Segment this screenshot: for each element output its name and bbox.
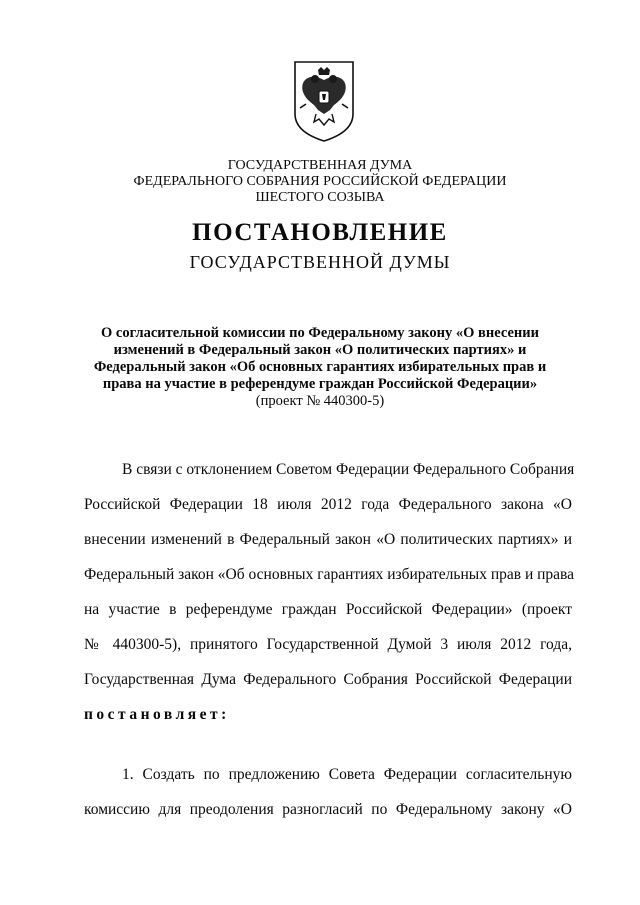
- subject-line-2: изменений в Федеральный закон «О политических партиях» и: [113, 342, 527, 358]
- document-title: ПОСТАНОВЛЕНИЕ: [192, 219, 448, 246]
- document-subtitle: ГОСУДАРСТВЕННОЙ ДУМЫ: [189, 252, 451, 272]
- header-line-1: ГОСУДАРСТВЕННАЯ ДУМА: [227, 158, 413, 173]
- preamble-line-7: Государственная Дума Федерального Собрания Российской Федерации: [84, 671, 572, 688]
- project-number: (проект № 440300-5): [255, 393, 385, 409]
- preamble-line-2: Российской Федерации 18 июля 2012 года Федерального закона «О: [84, 496, 572, 513]
- preamble-line-5: на участие в референдуме граждан Российской Федерации» (проект: [84, 601, 572, 618]
- decree-word: постановляет:: [84, 706, 230, 723]
- preamble-line-4: Федеральный закон «Об основных гарантиях избирательных прав и права: [84, 566, 575, 583]
- preamble-line-6: № 440300-5), принятого Государственной Думой 3 июля 2012 года,: [84, 636, 572, 653]
- header-line-3: ШЕСТОГО СОЗЫВА: [255, 190, 385, 205]
- header-line-2: ФЕДЕРАЛЬНОГО СОБРАНИЯ РОССИЙСКОЙ ФЕДЕРАЦИИ: [133, 174, 507, 189]
- coat-of-arms-icon: [292, 58, 356, 144]
- preamble-line-3: внесении изменений в Федеральный закон «О политических партиях» и: [84, 531, 572, 548]
- subject-line-1: О согласительной комиссии по Федеральному закону «О внесении: [101, 325, 539, 341]
- subject-line-3: Федеральный закон «Об основных гарантиях избирательных прав и: [93, 359, 547, 375]
- item1-line-2: комиссию для преодоления разногласий по Федеральному закону «О: [84, 801, 572, 818]
- preamble-line-1: В связи с отклонением Советом Федерации Федерального Собрания: [122, 461, 575, 478]
- subject-line-4: права на участие в референдуме граждан Российской Федерации»: [102, 376, 538, 392]
- item1-line-1: 1. Создать по предложению Совета Федерации согласительную: [122, 766, 572, 783]
